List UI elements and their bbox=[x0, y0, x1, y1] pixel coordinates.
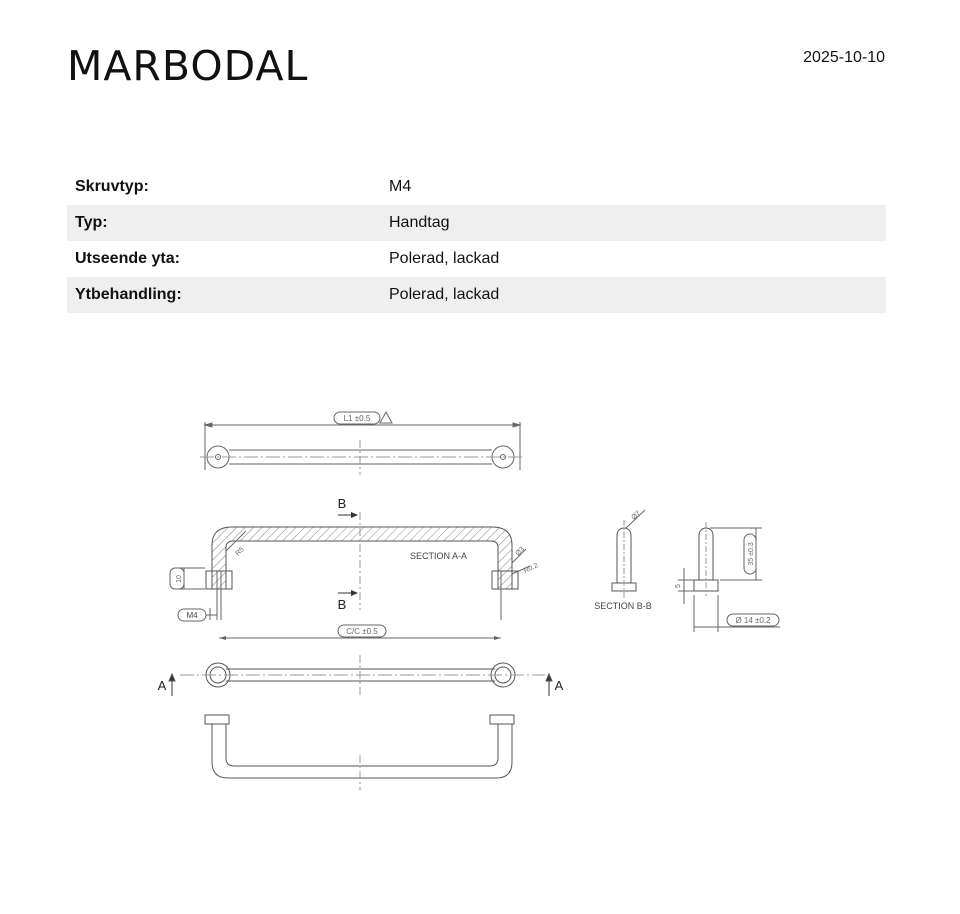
section-aa-view bbox=[170, 512, 530, 640]
diameter-3-label: Ø3 bbox=[514, 545, 527, 558]
technical-drawing bbox=[150, 395, 810, 795]
front-view bbox=[169, 655, 552, 696]
cut-b-bottom-label: B bbox=[337, 597, 347, 612]
document-date: 2025-10-10 bbox=[803, 49, 885, 66]
radius-r02-label: R0.2 bbox=[522, 562, 540, 575]
spec-value: M4 bbox=[389, 178, 412, 195]
spec-label: Typ: bbox=[67, 205, 381, 241]
section-bb-label: SECTION B-B bbox=[594, 601, 652, 611]
table-row bbox=[67, 277, 886, 313]
table-row bbox=[67, 205, 886, 241]
spec-label: Utseende yta: bbox=[75, 250, 180, 267]
spec-value: Handtag bbox=[381, 205, 886, 241]
section-bb-view bbox=[612, 510, 645, 598]
table-row bbox=[67, 241, 886, 277]
height-10-label: 10 bbox=[176, 575, 183, 583]
diameter-14-label: Ø 14 ±0.2 bbox=[735, 616, 771, 625]
spec-value: Polerad, lackad bbox=[381, 277, 886, 313]
spec-table bbox=[67, 169, 886, 313]
cut-b-top-label: B bbox=[337, 496, 347, 511]
spec-label: Ytbehandling: bbox=[67, 277, 381, 313]
cut-a-right-label: A bbox=[554, 678, 564, 693]
table-row bbox=[67, 169, 886, 205]
thread-m4-label: M4 bbox=[186, 611, 198, 620]
spec-label: Skruvtyp: bbox=[75, 178, 149, 195]
cut-a-left-label: A bbox=[157, 678, 167, 693]
section-aa-label: SECTION A-A bbox=[410, 551, 468, 561]
dim-cc-label: C/C ±0.5 bbox=[346, 627, 378, 636]
height-35-label: 35 ±0.3 bbox=[748, 542, 755, 566]
bottom-view bbox=[205, 715, 514, 790]
diameter-7-label: Ø7 bbox=[630, 509, 643, 522]
height-5-label: 5 bbox=[675, 584, 682, 588]
spec-value: Polerad, lackad bbox=[389, 250, 500, 267]
radius-r5-label: R5 bbox=[234, 546, 246, 558]
brand-logo: MARBODAL bbox=[67, 42, 309, 90]
dim-length-label: L1 ±0.5 bbox=[343, 414, 371, 423]
